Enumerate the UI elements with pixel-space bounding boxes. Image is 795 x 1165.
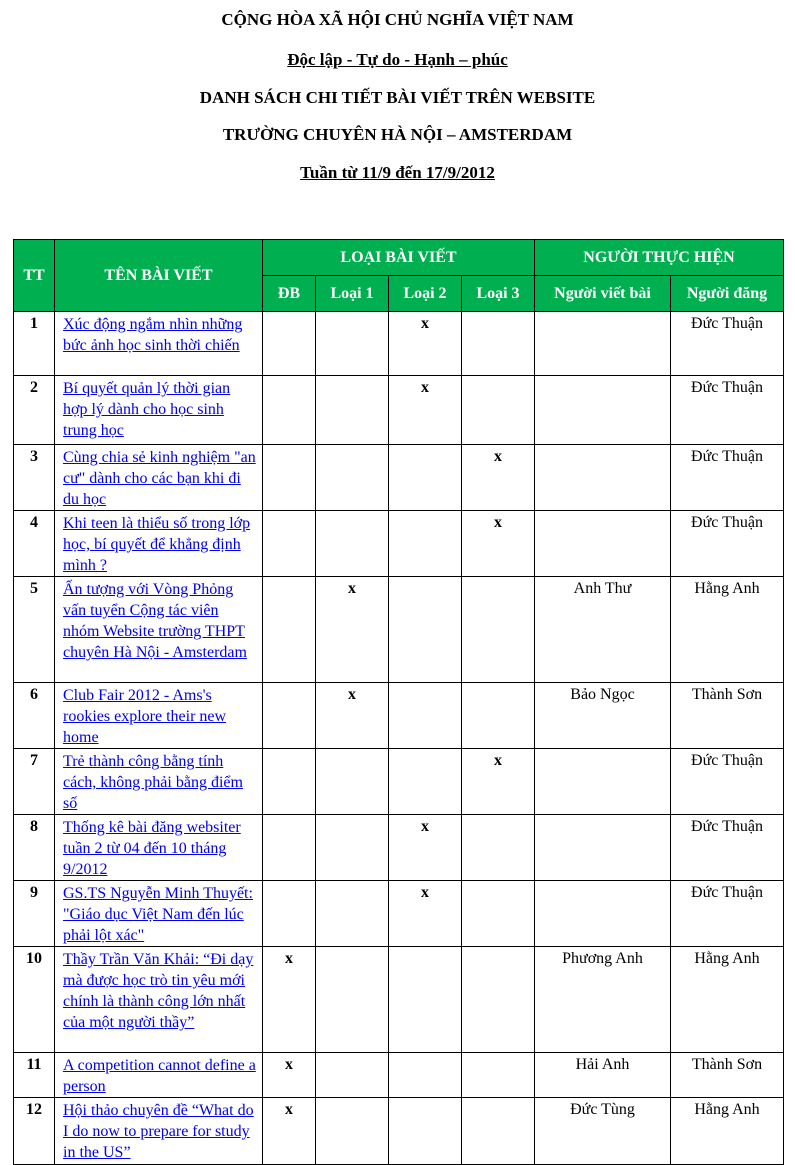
table-row [14,881,784,947]
group-header-person: NGƯỜI THỰC HIỆN [535,240,784,276]
mark-db [263,445,316,511]
table-row [14,445,784,511]
writer-name: Hải Anh [535,1053,671,1098]
document-title: DANH SÁCH CHI TIẾT BÀI VIẾT TRÊN WEBSITE [199,88,596,107]
mark-db [263,511,316,577]
mark-loai1 [316,815,389,881]
mark-db [263,312,316,376]
poster-name: Đức Thuận [671,749,784,815]
mark-loai1: x [316,577,389,683]
mark-loai1 [316,749,389,815]
mark-loai1 [316,312,389,376]
table-row [14,815,784,881]
school-name: TRƯỜNG CHUYÊN HÀ NỘI – AMSTERDAM [222,125,573,144]
mark-loai1 [316,947,389,1053]
row-number: 12 [14,1098,55,1165]
mark-loai2 [389,1098,462,1165]
poster-name: Đức Thuận [671,445,784,511]
mark-loai2: x [389,815,462,881]
mark-loai3 [462,376,535,445]
row-number: 10 [14,947,55,1053]
mark-loai2 [389,445,462,511]
article-link[interactable]: GS.TS Nguyễn Minh Thuyết: "Giáo dục Việt Nam đến lúc phải lột xác" [63,885,253,944]
mark-db: x [263,947,316,1053]
table-row [14,749,784,815]
mark-loai1 [316,1098,389,1165]
mark-db: x [263,1098,316,1165]
poster-name: Đức Thuận [671,312,784,376]
row-number: 5 [14,577,55,683]
writer-name [535,749,671,815]
col-header-loai2: Loại 2 [389,276,462,312]
col-header-poster: Người đăng [671,276,784,312]
col-header-writer: Người viết bài [535,276,671,312]
mark-db [263,881,316,947]
writer-name: Bảo Ngọc [535,683,671,749]
mark-loai3 [462,1053,535,1098]
mark-loai2: x [389,312,462,376]
mark-db: x [263,1053,316,1098]
poster-name: Thành Sơn [671,683,784,749]
writer-name [535,312,671,376]
article-link[interactable]: Club Fair 2012 - Ams's rookies explore their new home [63,687,227,746]
writer-name [535,445,671,511]
mark-loai1 [316,1053,389,1098]
table-row [14,1098,784,1165]
poster-name: Thành Sơn [671,1053,784,1098]
writer-name: Đức Tùng [535,1098,671,1165]
table-row [14,312,784,376]
article-link[interactable]: Bí quyết quản lý thời gian hợp lý dành cho học sinh trung học [63,380,231,439]
mark-loai2 [389,749,462,815]
row-number: 9 [14,881,55,947]
article-link[interactable]: A competition cannot define a person [63,1057,256,1095]
poster-name: Hằng Anh [671,577,784,683]
group-header-type: LOẠI BÀI VIẾT [263,240,535,276]
mark-db [263,683,316,749]
article-link[interactable]: Ấn tượng với Vòng Phỏng vấn tuyển Cộng tác viên nhóm Website trường THPT chuyên Hà Nội - Amsterdam [63,581,247,661]
articles-table [13,239,784,1165]
mark-loai1 [316,376,389,445]
poster-name: Đức Thuận [671,376,784,445]
writer-name [535,881,671,947]
mark-db [263,577,316,683]
row-number: 11 [14,1053,55,1098]
article-link[interactable]: Trẻ thành công bằng tính cách, không phải bằng điểm số [63,753,243,812]
article-link[interactable]: Cùng chia sẻ kinh nghiệm "an cư" dành cho các bạn khi đi du học [63,449,256,508]
col-header-loai3: Loại 3 [462,276,535,312]
row-number: 6 [14,683,55,749]
writer-name: Anh Thư [535,577,671,683]
poster-name: Đức Thuận [671,881,784,947]
mark-loai1 [316,445,389,511]
article-link[interactable]: Thống kê bài đăng websiter tuần 2 từ 04 đến 10 tháng 9/2012 [63,819,241,878]
mark-loai3 [462,1098,535,1165]
row-number: 1 [14,312,55,376]
row-number: 4 [14,511,55,577]
table-row [14,683,784,749]
table-row [14,1053,784,1098]
row-number: 2 [14,376,55,445]
mark-loai1: x [316,683,389,749]
mark-db [263,376,316,445]
mark-loai2: x [389,881,462,947]
article-link[interactable]: Thầy Trần Văn Khải: “Đi dạy mà được học trò tin yêu mới chính là thành công lớn nhất của một người thầy” [63,951,254,1031]
poster-name: Đức Thuận [671,511,784,577]
week-range: Tuần từ 11/9 đến 17/9/2012 [300,163,495,182]
mark-loai2 [389,1053,462,1098]
mark-loai3 [462,577,535,683]
mark-loai3: x [462,511,535,577]
row-number: 7 [14,749,55,815]
mark-loai3 [462,815,535,881]
row-number: 8 [14,815,55,881]
mark-loai3 [462,683,535,749]
article-link[interactable]: Xúc động ngắm nhìn những bức ảnh học sinh thời chiến [63,316,243,354]
mark-loai3: x [462,749,535,815]
mark-loai3 [462,947,535,1053]
mark-db [263,749,316,815]
mark-loai2 [389,511,462,577]
writer-name [535,511,671,577]
table-row [14,947,784,1053]
table-row [14,511,784,577]
writer-name [535,376,671,445]
mark-loai2 [389,577,462,683]
mark-loai1 [316,881,389,947]
article-link[interactable]: Khi teen là thiểu số trong lớp học, bí quyết để khẳng định mình ? [63,515,251,574]
col-header-tt: TT [14,240,55,312]
nation-title: CỘNG HÒA XÃ HỘI CHỦ NGHĨA VIỆT NAM [221,10,574,29]
row-number: 3 [14,445,55,511]
table-row [14,577,784,683]
mark-loai2: x [389,376,462,445]
poster-name: Đức Thuận [671,815,784,881]
article-link[interactable]: Hội thảo chuyên đề “What do I do now to prepare for study in the US” [63,1102,254,1161]
mark-loai2 [389,947,462,1053]
motto: Độc lập - Tự do - Hạnh – phúc [287,50,508,69]
writer-name [535,815,671,881]
mark-db [263,815,316,881]
mark-loai1 [316,511,389,577]
col-header-loai1: Loại 1 [316,276,389,312]
poster-name: Hằng Anh [671,1098,784,1165]
mark-loai2 [389,683,462,749]
table-row [14,376,784,445]
mark-loai3 [462,312,535,376]
mark-loai3: x [462,445,535,511]
poster-name: Hằng Anh [671,947,784,1053]
col-header-db: ĐB [263,276,316,312]
mark-loai3 [462,881,535,947]
col-header-title: TÊN BÀI VIẾT [55,240,263,312]
writer-name: Phương Anh [535,947,671,1053]
